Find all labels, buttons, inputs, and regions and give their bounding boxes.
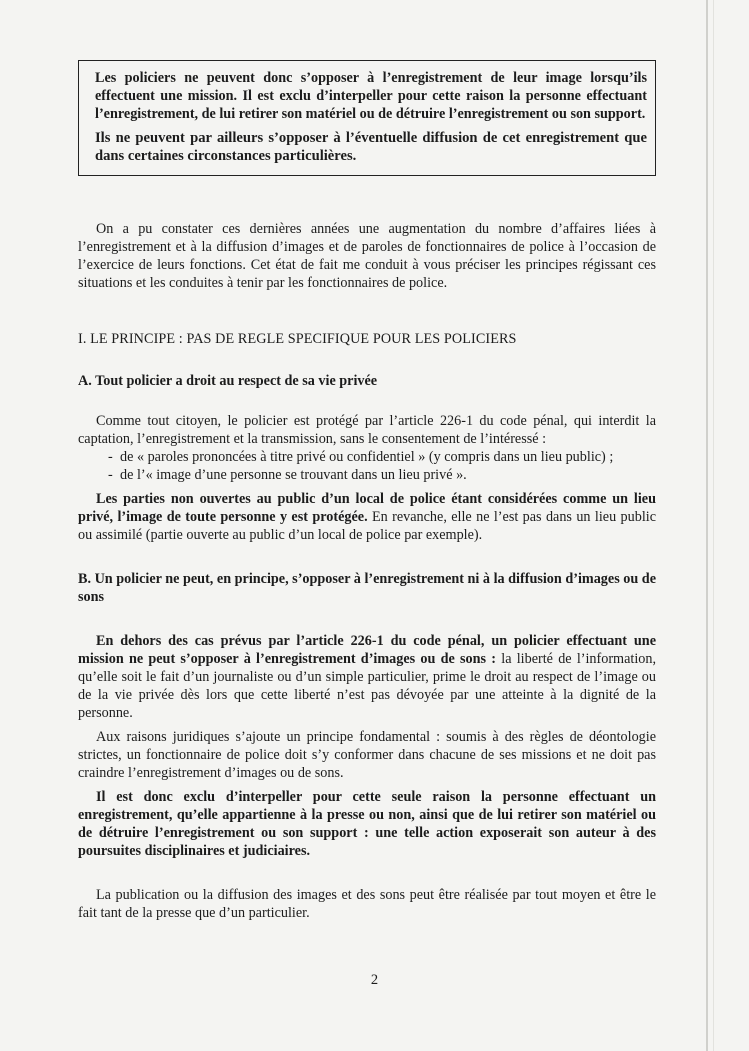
subsection-b-paragraph-1-bold: En dehors des cas prévus par l’article 226-1 du code pénal, un policier effectuant une mission ne peut s’opposer à l’enregistrement d’images ou de sons : — [78, 633, 656, 667]
subsection-a-paragraph-2-rest: En revanche, elle ne l’est pas dans un lieu public ou assimilé (partie ouverte au public d’un local de police par exemple). — [78, 509, 657, 543]
summary-box — [78, 60, 656, 176]
subsection-b-paragraph-1-rest: la liberté de l’information, qu’elle soit le fait d’un journaliste ou d’un simple particulier, prime le droit au respect de l’image ou de la vie privée dès lors que cette liberté n’est pas dévoyée par une atteinte à la dignité de la personne. — [78, 651, 657, 721]
page-number: 2 — [370, 972, 379, 988]
subsection-a-paragraph-1: Comme tout citoyen, le policier est protégé par l’article 226-1 du code pénal, qui interdit la captation, l’enregistrement et la transmission, sans le consentement de l’intéressé : — [78, 413, 656, 447]
intro-paragraph: On a pu constater ces dernières années une augmentation du nombre d’affaires liées à l’enregistrement et à la diffusion d’images et de paroles de fonctionnaires de police à l’occasion de l’exercice de leurs fonctions. Cet état de fait me conduit à vous préciser les principes régissant ces situations et les conduites à tenir par les fonctionnaires de police. — [78, 221, 656, 291]
subsection-a-title: A. Tout policier a droit au respect de sa vie privée — [78, 373, 378, 389]
list-item: - de l’« image d’une personne se trouvant dans un lieu privé ». — [108, 466, 656, 484]
list-item: - de « paroles prononcées à titre privé ou confidentiel » (y compris dans un lieu public) ; — [108, 448, 656, 466]
subsection-b-paragraph-1 — [78, 632, 656, 722]
subsection-b-paragraph-2: Aux raisons juridiques s’ajoute un principe fondamental : soumis à des règles de déontologie strictes, un fonctionnaire de police doit s’y conformer dans chacune de ses missions et ne doit pas craindre l’enregistrement d’images ou de sons. — [78, 729, 656, 781]
page-edge-line — [706, 0, 708, 1051]
subsection-b-paragraph-4: La publication ou la diffusion des images et des sons peut être réalisée par tout moyen et être le fait tant de la presse que d’un particulier. — [78, 887, 656, 921]
subsection-b-paragraph-3: Il est donc exclu d’interpeller pour cette seule raison la personne effectuant un enregistrement, qu’elle appartienne à la presse ou non, ainsi que de lui retirer son matériel ou de détruire l’enregistrement ou son support : une telle action exposerait son auteur à des poursuites disciplinaires et judiciaires. — [78, 789, 656, 859]
subsection-a-paragraph-2 — [78, 490, 656, 544]
summary-paragraph-1: Les policiers ne peuvent donc s’opposer à l’enregistrement de leur image lorsqu’ils effectuent une mission. Il est exclu d’interpeller pour cette raison la personne effectuant l’enregistrement, de lui retirer son matériel ou de détruire l’enregistrement ou son support. — [95, 70, 647, 122]
section-title: I. LE PRINCIPE : PAS DE REGLE SPECIFIQUE POUR LES POLICIERS — [78, 331, 517, 347]
subsection-a-bullet-list — [78, 448, 656, 484]
document-page — [78, 60, 656, 922]
summary-paragraph-2: Ils ne peuvent par ailleurs s’opposer à l’éventuelle diffusion de cet enregistrement que dans certaines circonstances particulières. — [95, 130, 647, 164]
page-edge-line-inner — [713, 0, 714, 1051]
subsection-b-title: B. Un policier ne peut, en principe, s’opposer à l’enregistrement ni à la diffusion d’images ou de sons — [78, 571, 656, 605]
subsection-a-paragraph-2-bold: Les parties non ouvertes au public d’un local de police étant considérées comme un lieu privé, l’image de toute personne y est protégée. — [78, 491, 656, 525]
